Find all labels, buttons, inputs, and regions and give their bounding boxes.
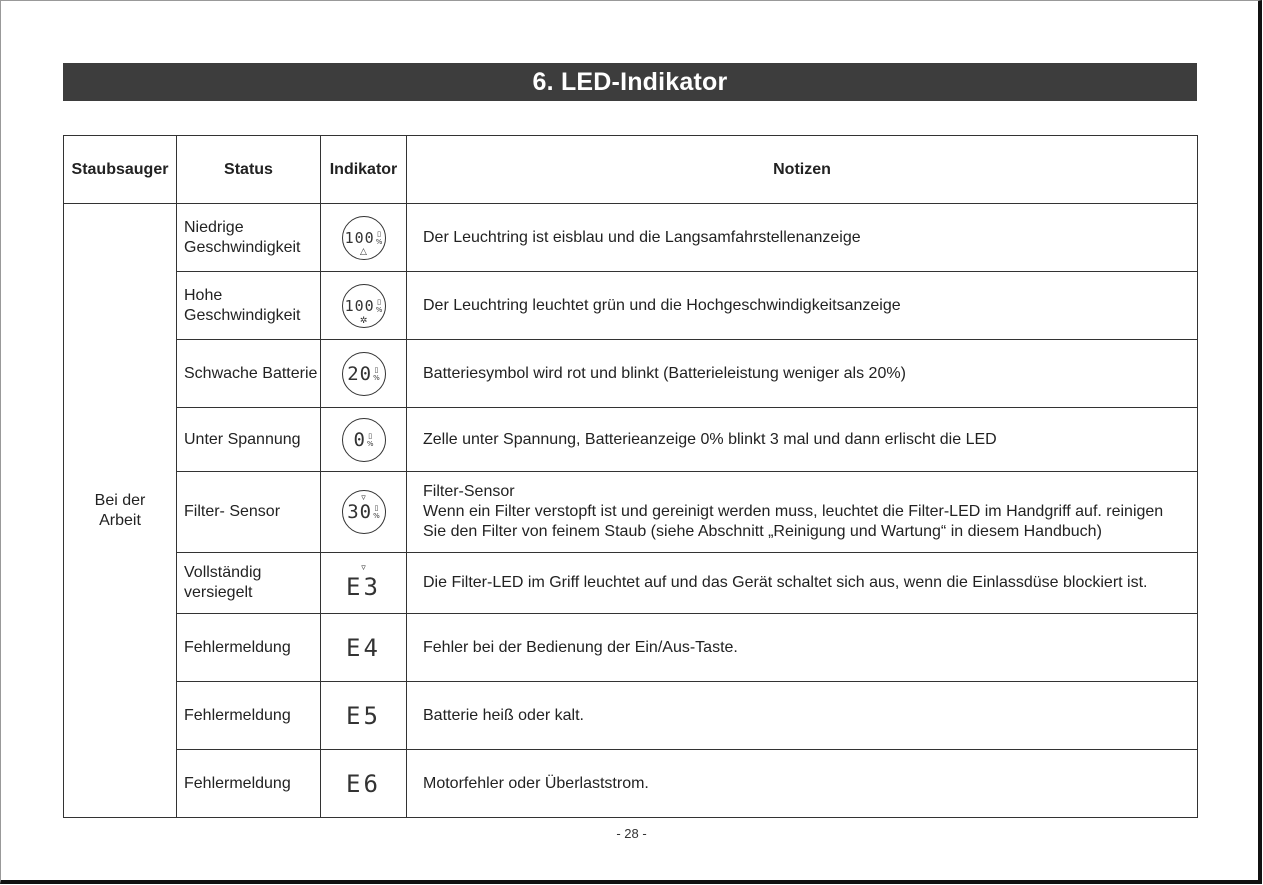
battery-percent-icon: ▯ % xyxy=(373,504,380,520)
display-value: 20 xyxy=(347,362,373,385)
header-vacuum: Staubsauger xyxy=(64,136,177,204)
display-value: 30 xyxy=(347,501,373,523)
page-number: - 28 - xyxy=(616,826,647,841)
indicator-cell xyxy=(321,614,407,682)
indicator-cell xyxy=(321,553,407,614)
indicator-cell xyxy=(321,272,407,340)
header-notes: Notizen xyxy=(407,136,1198,204)
led-display xyxy=(342,352,386,396)
table-row xyxy=(64,340,1198,408)
error-code: E6 xyxy=(346,769,381,798)
notes-cell: Fehler bei der Bedienung der Ein/Aus-Taste. xyxy=(407,614,1198,682)
error-code: E5 xyxy=(346,701,381,730)
status-cell: Hohe Geschwindigkeit xyxy=(177,272,321,340)
notes-title: Filter-Sensor xyxy=(423,483,515,500)
error-code: E4 xyxy=(346,633,381,662)
display-value: 100 xyxy=(344,228,375,247)
indicator-cell xyxy=(321,750,407,818)
notes-cell: Batterie heiß oder kalt. xyxy=(407,682,1198,750)
group-label xyxy=(64,204,177,818)
battery-percent-icon: ▯ % xyxy=(366,431,374,448)
notes-cell: Batteriesymbol wird rot und blinkt (Batterieleistung weniger als 20%) xyxy=(407,340,1198,408)
table-header-row xyxy=(64,136,1198,204)
indicator-cell xyxy=(321,408,407,472)
battery-percent-icon: ▯ % xyxy=(375,229,383,246)
led-display xyxy=(342,418,386,462)
notes-cell: Der Leuchtring leuchtet grün und die Hochgeschwindigkeitsanzeige xyxy=(407,272,1198,340)
status-cell: Unter Spannung xyxy=(177,408,321,472)
high-speed-icon: ✲ xyxy=(359,314,368,325)
table-row xyxy=(64,553,1198,614)
status-cell: Fehlermeldung xyxy=(177,614,321,682)
notes-cell: Zelle unter Spannung, Batterieanzeige 0% blinkt 3 mal und dann erlischt die LED xyxy=(407,408,1198,472)
battery-percent-icon: ▯ % xyxy=(373,365,380,382)
led-indicator-table xyxy=(63,135,1198,818)
header-status: Status xyxy=(177,136,321,204)
group-label-text: Bei der Arbeit xyxy=(94,491,146,529)
led-display xyxy=(342,490,386,534)
status-cell: Vollständig versiegelt xyxy=(177,553,321,614)
notes-cell: Der Leuchtring ist eisblau und die Langsamfahrstellenanzeige xyxy=(407,204,1198,272)
notes-cell: Die Filter-LED im Griff leuchtet auf und das Gerät schaltet sich aus, wenn die Einlassdüse blockiert ist. xyxy=(407,553,1198,614)
filter-icon: ▿ xyxy=(361,562,366,572)
status-cell: Fehlermeldung xyxy=(177,682,321,750)
indicator-cell xyxy=(321,682,407,750)
status-cell: Niedrige Geschwindigkeit xyxy=(177,204,321,272)
table-row xyxy=(64,614,1198,682)
table-row xyxy=(64,750,1198,818)
error-code: E3 xyxy=(346,573,381,601)
table-row xyxy=(64,682,1198,750)
status-cell: Filter- Sensor xyxy=(177,472,321,553)
status-cell: Fehlermeldung xyxy=(177,750,321,818)
led-display xyxy=(346,562,381,601)
led-display xyxy=(342,284,386,328)
notes-text: Wenn ein Filter verstopft ist und gereinigt werden muss, leuchtet die Filter-LED im Handgriff auf. reinigen Sie den Filter von feinem Staub (siehe Abschnitt „Reinigung und Wartung“ in diesem Handbuch) xyxy=(423,503,1164,540)
table-row xyxy=(64,272,1198,340)
indicator-cell xyxy=(321,340,407,408)
section-title: 6. LED-Indikator xyxy=(63,63,1197,101)
table-row xyxy=(64,472,1198,553)
filter-icon: ▿ xyxy=(361,492,366,502)
header-indicator: Indikator xyxy=(321,136,407,204)
display-value: 0 xyxy=(353,428,366,451)
table-row xyxy=(64,408,1198,472)
notes-cell xyxy=(407,472,1198,553)
display-value: 100 xyxy=(344,296,375,315)
low-speed-icon: △ xyxy=(360,245,367,256)
indicator-cell xyxy=(321,204,407,272)
led-display xyxy=(342,216,386,260)
notes-cell: Motorfehler oder Überlaststrom. xyxy=(407,750,1198,818)
table-row xyxy=(64,204,1198,272)
battery-percent-icon: ▯ % xyxy=(375,297,383,314)
indicator-cell xyxy=(321,472,407,553)
status-cell: Schwache Batterie xyxy=(177,340,321,408)
